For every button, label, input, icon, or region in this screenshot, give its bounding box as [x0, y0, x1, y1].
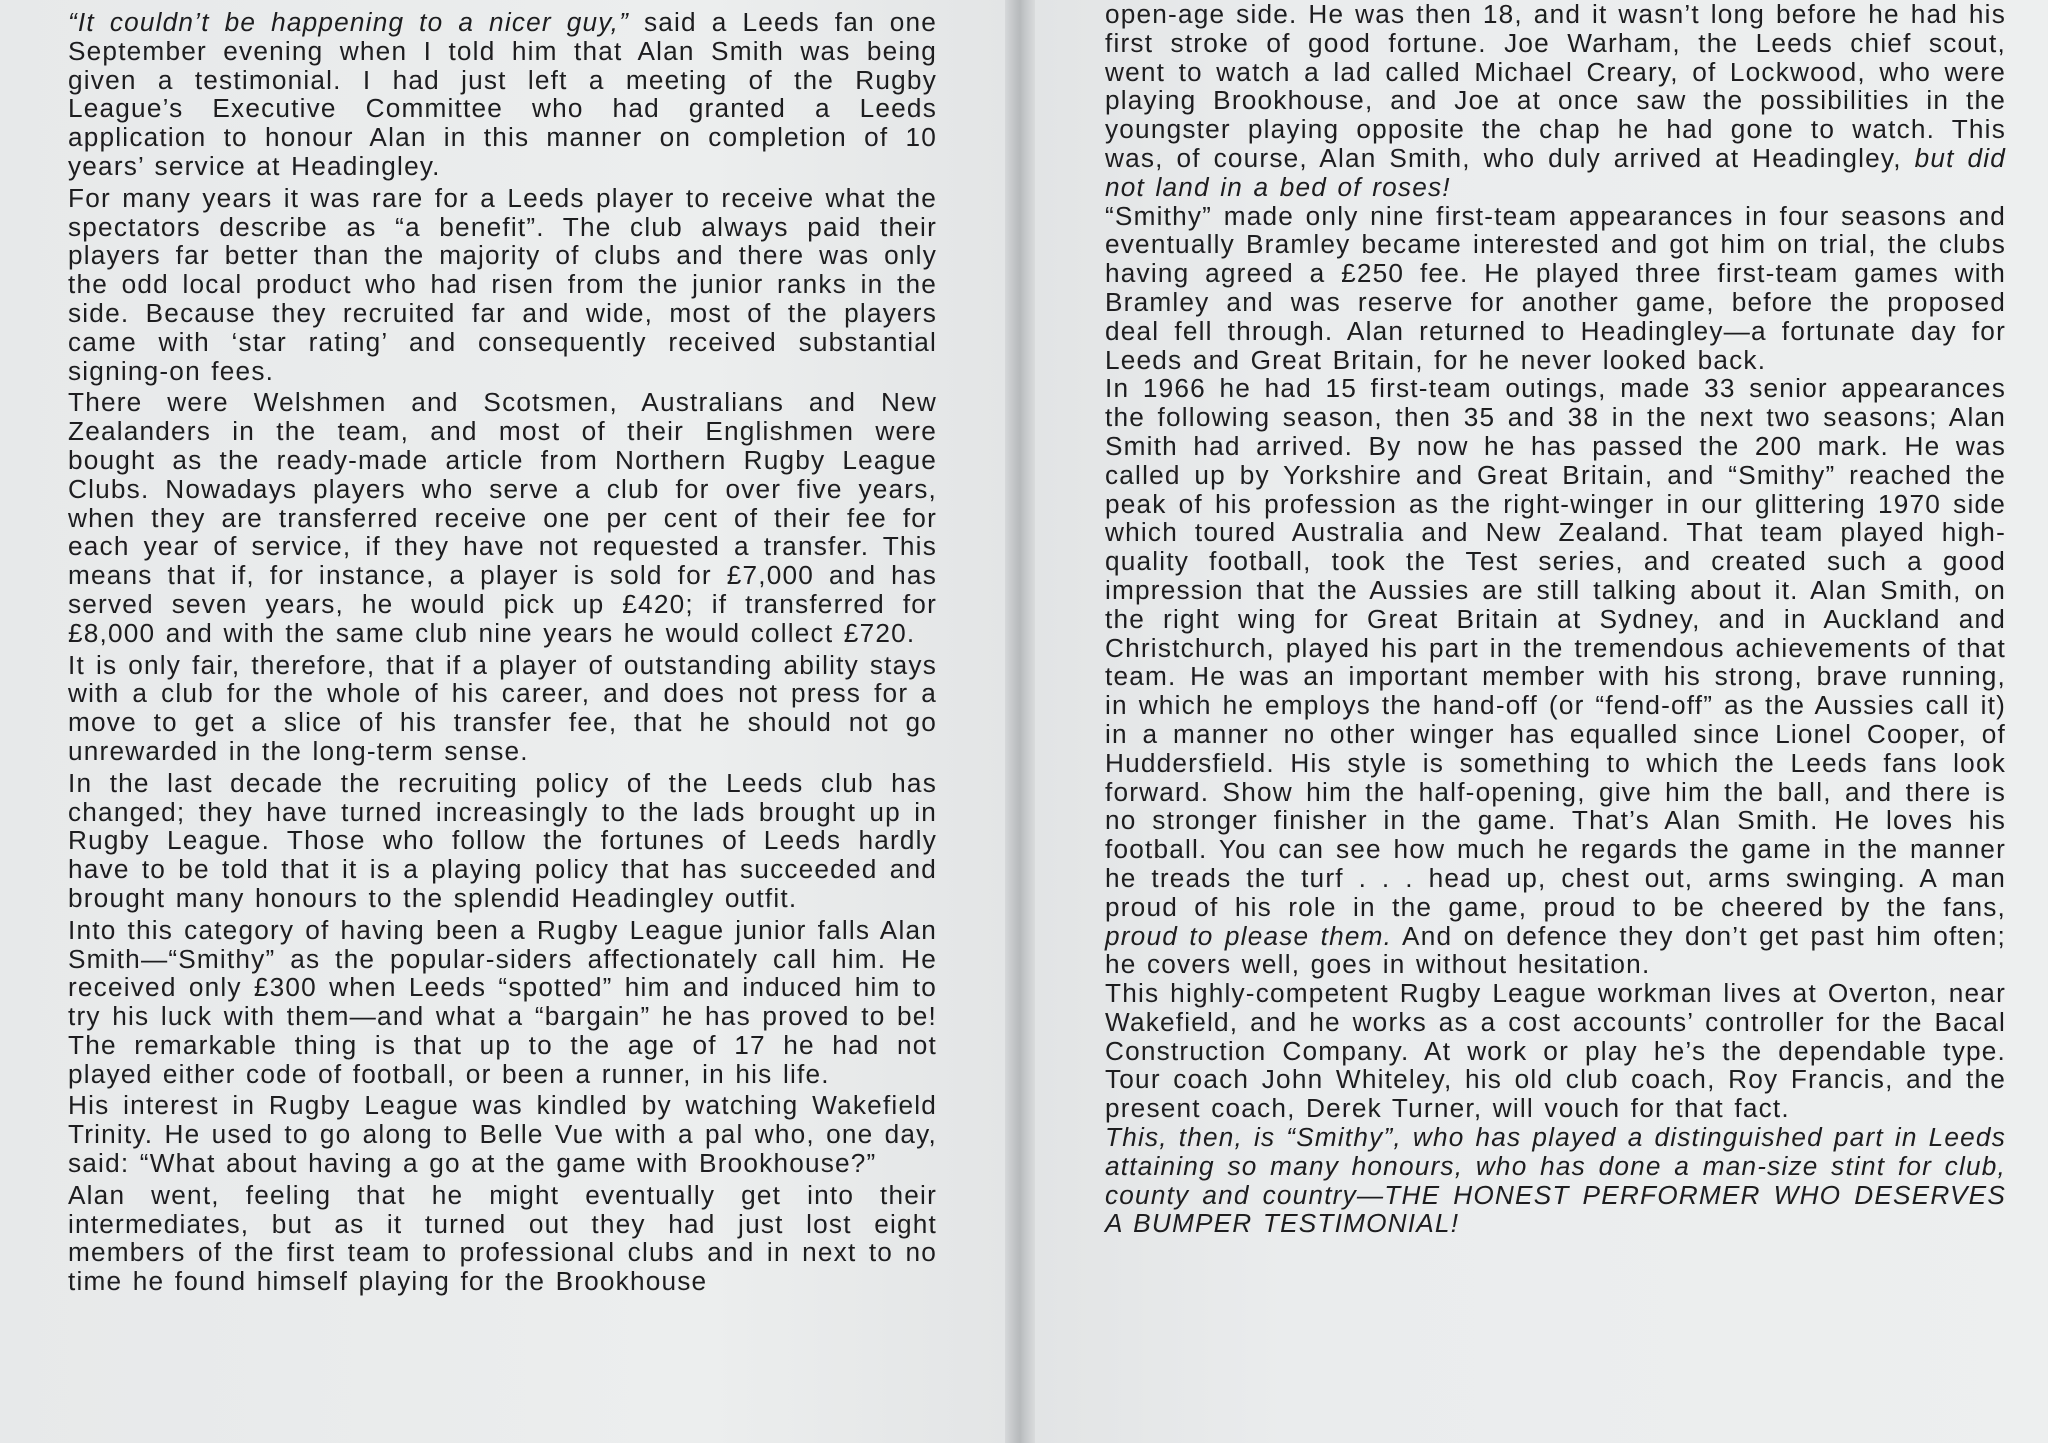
italic-phrase: proud to please them. — [1105, 920, 1393, 951]
right-page-text — [1105, 0, 2006, 1238]
paragraph-text-continued: And on defence they don’t get past him often; he covers well, goes in without hesitation. — [1105, 920, 2006, 980]
paragraph: Into this category of having been a Rugby League junior falls Alan Smith—“Smithy” as the popular-siders affectionately call him. He received only £300 when Leeds “spotted” him and induced him to try his luck with them—and what a “bargain” he has proved to be! The remarkable thing is that up to the age of 17 he had not played either code of football, or been a runner, in his life. — [68, 914, 937, 1089]
closing-paragraph: This, then, is “Smithy”, who has played a distinguished part in Leeds attaining so many honours, who has done a man-size stint for club, county and country—THE HONEST PERFORMER WHO DESERVES A BUMPER TESTIMONIAL! — [1105, 1122, 2006, 1239]
paragraph-text: said a Leeds fan one September evening when I told him that Alan Smith was being given a testimonial. I had just left a meeting of the Rugby League’s Executive Committee who had granted a Leeds application to honour Alan in this manner on completion of 10 years’ service at Headingley. — [68, 7, 937, 181]
paragraph: “Smithy” made only nine first-team appearances in four seasons and eventually Bramley became interested and got him on trial, the clubs having agreed a £250 fee. He played three first-team games with Bramley and was reserve for another game, before the proposed deal fell through. Alan returned to Headingley—a fortunate day for Leeds and Great Britain, for he never looked back. — [1105, 200, 2006, 375]
left-page — [0, 0, 1005, 1443]
paragraph: There were Welshmen and Scotsmen, Australians and New Zealanders in the team, and most of their Englishmen were bought as the ready-made article from Northern Rugby League Clubs. Nowadays players who serve a club for over five years, when they are transferred receive one per cent of their fee for each year of service, if they have not requested a transfer. This means that if, for instance, a player is sold for £7,000 and has served seven years, he would pick up £420; if transferred for £8,000 and with the same club nine years he would collect £720. — [68, 387, 937, 648]
paragraph-text: open-age side. He was then 18, and it wasn’t long before he had his first stroke of good fortune. Joe Warham, the Leeds chief scout, went to watch a lad called Michael Creary, of Lockwood, who were playing Brookhouse, and Joe at once saw the possibilities in the youngster playing opposite the chap he had gone to watch. This was, of course, Alan Smith, who duly arrived at Headingley, — [1105, 0, 2006, 173]
paragraph — [1105, 0, 2006, 202]
paragraph — [68, 8, 937, 181]
opening-quote: “It couldn’t be happening to a nicer guy,” — [68, 7, 630, 37]
paragraph: It is only fair, therefore, that if a player of outstanding ability stays with a club for the whole of his career, and does not press for a move to get a slice of his transfer fee, that he should not go unrewarded in the long-term sense. — [68, 649, 937, 766]
paragraph: For many years it was rare for a Leeds player to receive what the spectators describe as “a benefit”. The club always paid their players far better than the majority of clubs and there was only the odd local product who had risen from the junior ranks in the side. Because they recruited far and wide, most of the players came with ‘star rating’ and consequently received substantial signing-on fees. — [68, 182, 937, 386]
right-page — [1035, 0, 2048, 1443]
paragraph: This highly-competent Rugby League workman lives at Overton, near Wakefield, and he works as a cost accounts’ controller for the Bacal Construction Company. At work or play he’s the dependable type. Tour coach John Whiteley, his old club coach, Roy Francis, and the present coach, Derek Turner, will vouch for that fact. — [1105, 978, 2006, 1124]
italic-phrase: but did not land in a bed of roses! — [1105, 142, 2006, 202]
paragraph — [1105, 374, 2006, 979]
paragraph: In the last decade the recruiting policy of the Leeds club has changed; they have turned increasingly to the lads brought up in Rugby League. Those who follow the fortunes of Leeds hardly have to be told that it is a playing policy that has succeeded and brought many honours to the splendid Headingley outfit. — [68, 767, 937, 913]
page-gutter — [1005, 0, 1035, 1443]
paragraph-text: In 1966 he had 15 first-team outings, made 33 senior appearances the following season, then 35 and 38 in the next two seasons; Alan Smith had arrived. By now he has passed the 200 mark. He was called up by Yorkshire and Great Britain, and “Smithy” reached the peak of his profession as the right-winger in our glittering 1970 side which toured Australia and New Zealand. That team played high-quality football, took the Test series, and created such a good impression that the Aussies are still talking about it. Alan Smith, on the right wing for Great Britain at Sydney, and in Auckland and Christchurch, played his part in the tremendous achievements of that team. He was an important member with his strong, brave running, in which he employs the hand-off (or “fend-off” as the Aussies call it) in a manner no other winger has equalled since Lionel Cooper, of Huddersfield. His style is something to which the Leeds fans look forward. Show him the half-opening, give him the ball, and there is no stronger finisher in the game. That’s Alan Smith. He loves his football. You can see how much he regards the game in the manner he treads the turf . . . head up, chest out, arms swinging. A man proud of his role in the game, proud to be cheered by the fans, — [1105, 373, 2006, 922]
paragraph: His interest in Rugby League was kindled by watching Wakefield Trinity. He used to go along to Belle Vue with a pal who, one day, said: “What about having a go at the game with Brookhouse?” — [68, 1090, 937, 1179]
left-page-text — [68, 8, 937, 1296]
paragraph: Alan went, feeling that he might eventually get into their intermediates, but as it turned out they had just lost eight members of the first team to professional clubs and in next to no time he found himself playing for the Brookhouse — [68, 1179, 937, 1297]
